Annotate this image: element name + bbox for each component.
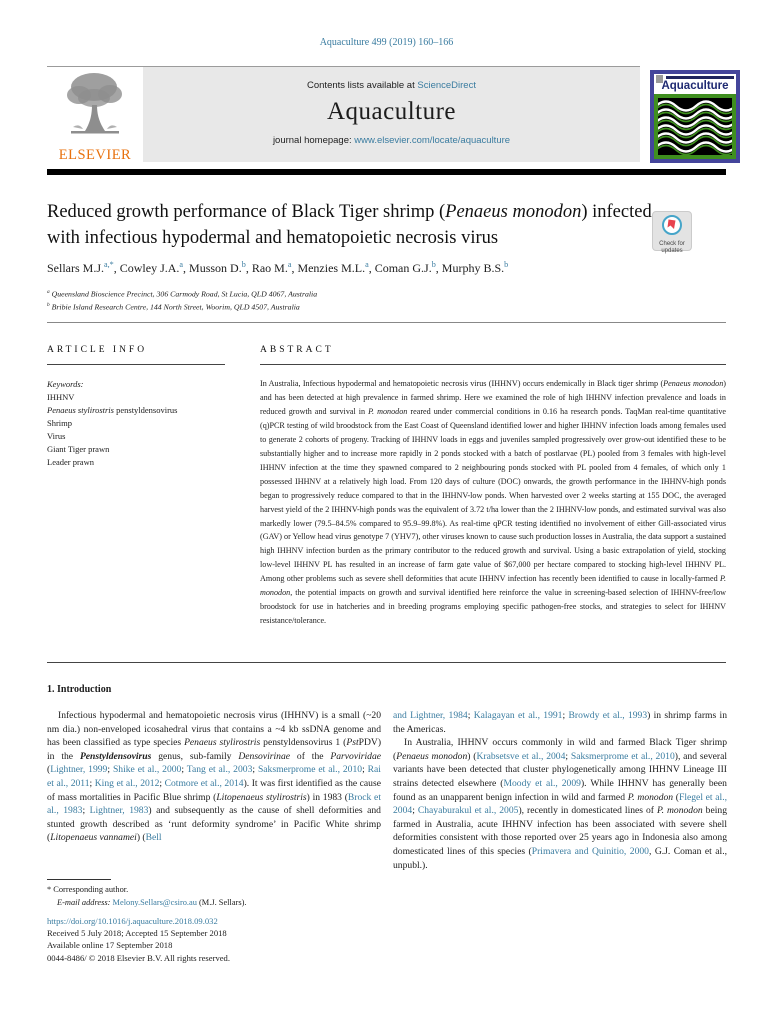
text-segment: P. monodon bbox=[260, 574, 726, 598]
text-segment: , the potential impacts on growth and survival identified here reinforce the value in screening-based selection of IHHNV-free/low broodstock for use in hatcheries and in breeding programs employing specific pathogen-free stocks, and strategies to select for IHHNV resistance/tolerance. bbox=[260, 588, 726, 626]
text-segment: ) ( bbox=[136, 832, 146, 844]
keyword-item bbox=[47, 391, 232, 404]
text-link[interactable]: Chayaburakul et al., 2005 bbox=[417, 805, 519, 817]
cover-top-bar bbox=[666, 76, 734, 79]
homepage-line bbox=[143, 135, 640, 146]
text-segment: Penaeus stylirostris bbox=[47, 405, 114, 415]
text-link[interactable]: Tang et al., 2003 bbox=[186, 764, 253, 776]
text-segment: Litopenaeus stylirostris bbox=[216, 791, 307, 803]
masthead-bottom-rule bbox=[47, 169, 726, 175]
text-segment: a bbox=[179, 260, 184, 269]
text-segment: , Musson D. bbox=[183, 261, 242, 275]
text-segment: ; bbox=[89, 777, 95, 789]
text-segment: ) and subsequently as the cause of shell deformities and stunted growth described as ‘runt deformity syndrome’ in Pacific White shrimp ( bbox=[47, 805, 381, 844]
text-link[interactable]: Saksmerprome et al., 2010 bbox=[257, 764, 363, 776]
text-segment: ; bbox=[107, 764, 113, 776]
copyright-line: 0044-8486/ © 2018 Elsevier B.V. All rights reserved. bbox=[47, 952, 230, 963]
text-segment: ; bbox=[362, 764, 368, 776]
text-segment: P. monodon bbox=[627, 791, 674, 803]
text-segment: PDV) in the bbox=[47, 737, 382, 762]
article-info-rule bbox=[47, 364, 225, 365]
text-segment: Shrimp bbox=[47, 418, 73, 428]
title-block-rule bbox=[47, 322, 726, 323]
elsevier-wordmark: ELSEVIER bbox=[58, 147, 132, 163]
text-segment: ; bbox=[565, 750, 571, 762]
badge-label-line2: updates bbox=[661, 247, 683, 254]
text-segment: Reduced growth performance of Black Tiger shrimp ( bbox=[47, 202, 446, 222]
contents-prefix: Contents lists available at bbox=[307, 80, 418, 91]
text-segment: , Cowley J.A. bbox=[113, 261, 180, 275]
text-segment: b bbox=[504, 260, 509, 269]
cover-journal-title: Aquaculture bbox=[661, 80, 729, 92]
text-segment: , Coman G.J. bbox=[368, 261, 432, 275]
text-segment: ) in shrimp farms in the Americas. bbox=[393, 710, 727, 735]
doi-link[interactable]: https://doi.org/10.1016/j.aquaculture.2018.09.032 bbox=[47, 916, 218, 926]
received-accepted-line: Received 5 July 2018; Accepted 15 September 2018 bbox=[47, 928, 227, 939]
affiliation-b bbox=[47, 300, 727, 313]
text-segment: ; bbox=[82, 805, 90, 817]
keyword-item bbox=[47, 456, 232, 469]
text-segment: ; bbox=[467, 710, 474, 721]
text-segment: Pst bbox=[346, 737, 359, 749]
elsevier-logo[interactable] bbox=[47, 67, 143, 162]
text-link[interactable]: Cotmore et al., 2014 bbox=[164, 777, 244, 789]
text-segment: Leader prawn bbox=[47, 457, 94, 467]
text-segment: In Australia, IHHNV occurs commonly in wild and farmed Black Tiger shrimp ( bbox=[393, 737, 727, 762]
imprint-block bbox=[47, 915, 407, 964]
text-segment: In Australia, Infectious hypodermal and hematopoietic necrosis virus (IHHNV) occurs endemically in Black tiger shrimp ( bbox=[260, 379, 664, 388]
article-info-heading: ARTICLE INFO bbox=[47, 345, 148, 355]
sciencedirect-link[interactable]: ScienceDirect bbox=[417, 80, 476, 91]
text-segment: Penaeus monodon bbox=[445, 202, 582, 222]
text-link[interactable]: Brock et al., 1983 bbox=[47, 791, 381, 817]
text-segment: genus, sub-family bbox=[151, 750, 239, 762]
keywords-block bbox=[47, 378, 232, 469]
journal-cover-thumbnail[interactable] bbox=[650, 70, 740, 163]
text-link[interactable]: Lightner, 1999 bbox=[50, 764, 108, 776]
text-link[interactable]: Browdy et al., 1993 bbox=[568, 710, 648, 721]
text-segment: ; bbox=[159, 777, 165, 789]
text-segment: , G.J. Coman et al., unpubl.). bbox=[393, 845, 727, 871]
text-segment: P. monodon bbox=[368, 406, 408, 416]
text-segment: ( bbox=[47, 764, 51, 776]
contents-line bbox=[143, 80, 640, 91]
text-segment: Giant Tiger prawn bbox=[47, 444, 110, 454]
keyword-item bbox=[47, 404, 232, 417]
text-segment: ; bbox=[252, 764, 258, 776]
intro-paragraph-1-continued bbox=[393, 709, 727, 736]
text-segment: b bbox=[47, 302, 50, 309]
cover-artwork bbox=[654, 94, 736, 159]
intro-column-right bbox=[393, 709, 727, 872]
text-link[interactable]: King et al., 2012 bbox=[94, 777, 160, 789]
keyword-item bbox=[47, 417, 232, 430]
text-segment: Litopenaeus vannamei bbox=[50, 832, 137, 844]
text-segment: E-mail address: bbox=[57, 897, 113, 907]
text-link[interactable]: Krabsetsve et al., 2004 bbox=[476, 750, 566, 762]
text-segment: Densovirinae bbox=[238, 750, 291, 762]
text-segment: Penaeus monodon bbox=[663, 379, 724, 388]
text-segment: ; bbox=[412, 805, 418, 817]
affiliations bbox=[47, 287, 727, 313]
text-segment: of the bbox=[290, 750, 331, 762]
text-segment: Infectious hypodermal and hematopoietic necrosis virus (IHHNV) is a small (~20 nm dia.) non-enveloped icosahedral virus that contains a ~4 kb ssDNA genome and has been classified as type species bbox=[47, 710, 381, 749]
text-segment: ) and has been detected at high prevalence in farmed shrimp. Here we examined the role of high IHHNV infection prevalence and loads in reduced growth and survival in bbox=[260, 379, 726, 416]
cover-header bbox=[654, 74, 736, 94]
journal-citation: Aquaculture 499 (2019) 160–166 bbox=[319, 37, 454, 48]
abstract-heading: ABSTRACT bbox=[260, 345, 334, 355]
text-link[interactable]: Rai et al., 2011 bbox=[47, 764, 381, 789]
journal-masthead bbox=[143, 67, 640, 162]
text-segment: ) ( bbox=[467, 750, 477, 762]
text-segment: a bbox=[287, 260, 292, 269]
text-segment: P. monodon bbox=[656, 805, 703, 817]
text-link[interactable]: Shike et al., 2000 bbox=[112, 764, 182, 776]
text-segment: (M.J. Sellars). bbox=[196, 897, 247, 907]
abstract-text bbox=[260, 377, 726, 628]
text-segment: penstyldensovirus bbox=[113, 405, 178, 415]
text-segment: Queensland Bioscience Precinct, 306 Carmody Road, St Lucia, QLD 4067, Australia bbox=[49, 289, 318, 299]
text-link[interactable]: Lightner, 1983 bbox=[89, 805, 149, 817]
waves-artwork-icon bbox=[658, 98, 732, 155]
text-segment: IHHNV bbox=[47, 392, 75, 402]
homepage-link[interactable]: www.elsevier.com/locate/aquaculture bbox=[354, 135, 511, 146]
intro-paragraph-2 bbox=[393, 736, 727, 872]
corresponding-author-line: * Corresponding author. bbox=[47, 885, 129, 894]
text-segment: b bbox=[241, 260, 246, 269]
text-segment: ) in 1983 ( bbox=[306, 791, 348, 803]
keyword-item bbox=[47, 443, 232, 456]
text-link[interactable]: Kalagayan et al., 1991 bbox=[473, 710, 563, 721]
text-segment: being farmed in Australia, acute IHHNV infection has been associated with severe shell deformities consistent with those reported over 25 years ago in Indonesia also among domesticated lines of this species ( bbox=[393, 805, 727, 857]
text-segment: a bbox=[365, 260, 369, 269]
journal-name: Aquaculture bbox=[326, 98, 457, 125]
text-segment: Sellars M.J. bbox=[47, 261, 104, 275]
section-heading-introduction: 1. Introduction bbox=[47, 684, 112, 695]
text-segment: a bbox=[47, 289, 50, 295]
elsevier-tree-icon bbox=[59, 67, 131, 141]
text-segment: Virus bbox=[47, 431, 66, 441]
text-segment: ). It was first identified as the cause of mass mortalities in Pacific Blue shrimp ( bbox=[47, 777, 381, 803]
keywords-label: Keywords: bbox=[47, 379, 84, 389]
text-link[interactable]: Saksmerprome et al., 2010 bbox=[570, 750, 675, 762]
text-segment: ( bbox=[673, 791, 679, 803]
text-segment: ; bbox=[562, 710, 569, 721]
intro-paragraph-1 bbox=[47, 709, 381, 845]
abstract-rule bbox=[260, 364, 726, 365]
text-segment: , Murphy B.S. bbox=[435, 261, 505, 275]
text-segment: a,* bbox=[104, 260, 114, 269]
text-link[interactable]: Bell bbox=[145, 832, 162, 844]
text-segment: ), and several variants have been detected that cluster phylogenetically among IHHNV Lineage III strains detected elsewhere ( bbox=[393, 750, 728, 789]
text-segment: ) infected with infectious hypodermal and hematopoietic necrosis virus bbox=[47, 202, 652, 248]
text-segment: ), recently in domesticated lines of bbox=[518, 805, 657, 817]
check-for-updates-badge[interactable] bbox=[652, 211, 692, 254]
homepage-prefix: journal homepage: bbox=[272, 135, 355, 146]
text-segment: ). While IHHNV has generally been found as an unapparent benign infection in wild and farmed bbox=[393, 777, 727, 803]
abstract-bottom-rule bbox=[47, 662, 726, 663]
available-online-line: Available online 17 September 2018 bbox=[47, 940, 173, 951]
text-segment: reared under commercial conditions in 0.16 ha research ponds. TaqMan real-time quantitative (q)PCR testing of wild broodstock from the East Coast of Queensland identified lower and higher IHHNV infection loads among females used to generate 2 cohorts of progeny. Tracking of IHHNV loads in eggs and juveniles sampled progressively over grow-out identified these to be substantially higher and to increase more rapidly in 2 ponds stocked with a batch of postlarvae (PL) pooled from 3 females with high-level IHHNV infection at the time they spawned compared to 2 neighbouring ponds stocked with PL pooled from 4 females, of which only 1 possessed IHHNV at a relatively high load. From 120 days of culture (DOC) onwards, the growth performance in the IHHNV-high ponds began to progressively reduce compared to that in the IHHNV-low ponds. When harvested over 2 weeks starting at 155 DOC, the averaged harvest yield of the 2 IHHNV-high ponds was the equivalent of 3.72 t/ha lower than the 2 IHHNV-low ponds, and estimated survival was also markedly lower (79.5–84.5% compared to 95.9–99.8%). As real-time qPCR testing identified no involvement of either Gill-associated virus (GAV) or Yellow head virus genotype 7 (YHV7), other viruses known to cause such production losses in Australia, the data support a sustained high IHHNV infection burden as the primary contributor to the reduced growth and survival. Using a basic extrapolation of yield, stocking low-level IHHNV PL has resulted in an increase of farm gate value of $67,000 per hectare compared to stocking high-level IHHNV PL. Among other problems such as severe shell deformities that acute IHHNV infection has recently been identified to cause in locally-farmed bbox=[260, 406, 726, 584]
affiliation-a bbox=[47, 287, 727, 300]
text-link[interactable]: and Lightner, 1984 bbox=[393, 710, 468, 721]
text-segment: Penstyldensovirus bbox=[79, 750, 152, 762]
text-segment: Parvoviridae bbox=[330, 750, 381, 762]
author-line bbox=[47, 260, 727, 276]
text-segment: Penaeus monodon bbox=[396, 750, 468, 762]
corresponding-author-footnote bbox=[47, 884, 381, 909]
badge-label-line1: Check for bbox=[659, 241, 685, 247]
text-segment: , Menzies M.L. bbox=[291, 261, 366, 275]
intro-column-left bbox=[47, 709, 381, 845]
text-segment: penstyldensovirus 1 ( bbox=[260, 737, 347, 749]
text-segment: b bbox=[431, 260, 436, 269]
article-title bbox=[47, 199, 672, 251]
email-line bbox=[47, 897, 381, 910]
text-link[interactable]: Flegel et al., 2004 bbox=[393, 791, 728, 817]
text-segment: ; bbox=[181, 764, 187, 776]
keyword-item bbox=[47, 430, 232, 443]
text-link[interactable]: Primavera and Quinitio, 2000 bbox=[531, 845, 649, 857]
text-segment: Penaeus stylirostris bbox=[184, 737, 261, 749]
check-updates-icon bbox=[661, 214, 683, 236]
text-link[interactable]: Melony.Sellars@csiro.au bbox=[112, 897, 197, 907]
footnote-rule bbox=[47, 879, 111, 880]
text-link[interactable]: Moody et al., 2009 bbox=[503, 777, 581, 789]
text-segment: Bribie Island Research Centre, 144 North Street, Woorim, QLD 4507, Australia bbox=[49, 302, 300, 312]
text-segment: , Rao M. bbox=[245, 261, 288, 275]
